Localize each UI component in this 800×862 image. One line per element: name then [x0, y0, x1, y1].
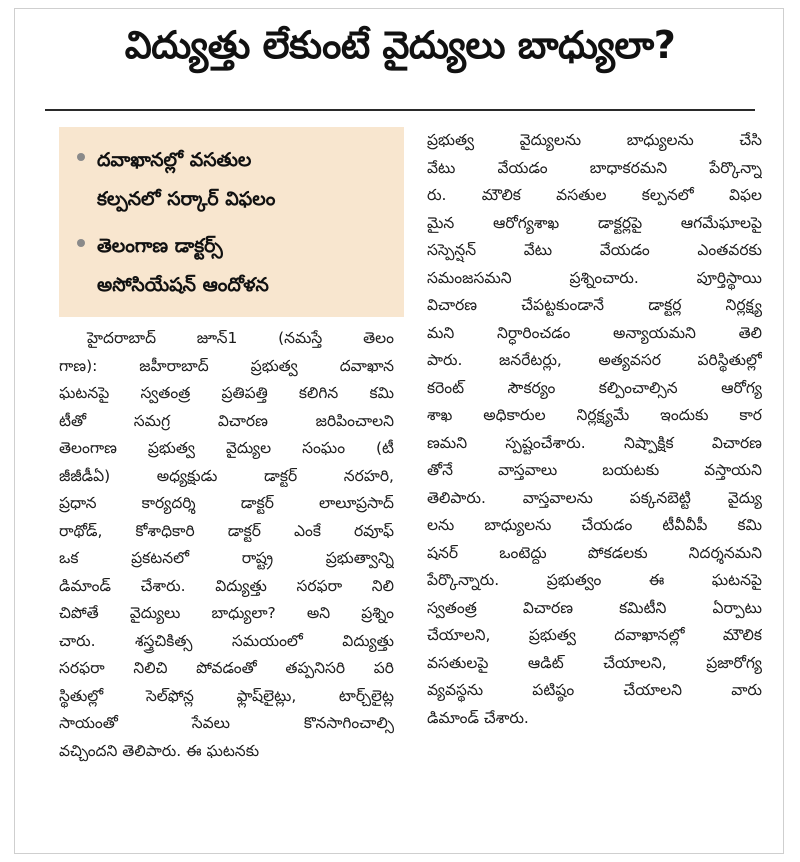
- body-line: చిపోతే వైద్యులు బాధ్యులా? అని ప్రశ్నిం: [59, 604, 394, 622]
- body-line: హైదరాబాద్ జూన్1 (నమస్తే తెలం: [87, 329, 394, 347]
- body-line: విచారణ చేపట్టకుండానే డాక్టర్ల నిర్లక్ష్య: [427, 296, 762, 314]
- body-line: పేర్కొన్నారు. ప్రభుత్వం ఈ ఘటనపై: [427, 571, 762, 589]
- highlight-line: తెలంగాణ డాక్టర్స్: [97, 235, 223, 257]
- body-line: శాఖ అధికారుల నిర్లక్ష్యమే ఇందుకు కార: [427, 406, 762, 424]
- highlight-item: [77, 227, 388, 305]
- body-line: మని నిర్ధారించడం అన్యాయమని తెలి: [427, 323, 762, 342]
- body-line: స్థితుల్లో సెల్‌ఫోన్ల ఫ్లాష్‌లైట్లు, టార్చ్‌లైట్ల: [59, 686, 394, 705]
- body-line: వేటు వేయడం బాధాకరమని పేర్కొన్నా: [427, 158, 762, 177]
- body-line: చారు. శస్త్రచికిత్స సమయంలో విద్యుత్తు: [59, 631, 394, 650]
- bullet-icon: [77, 153, 85, 161]
- body-line: వసతులపై ఆడిట్ చేయాలని, ప్రజారోగ్య: [427, 653, 762, 672]
- body-line: ప్రభుత్వ వైద్యులను బాధ్యులను చేసి: [427, 131, 762, 149]
- body-line: తోనే వాస్తవాలు బయటకు వస్తాయని: [427, 461, 762, 479]
- body-line: జీజీడీఏ) అధ్యక్షుడు డాక్టర్ నరహరి,: [59, 466, 394, 485]
- body-line: ఘటనపై స్వతంత్ర ప్రతిపత్తి కలిగిన కమి: [59, 384, 394, 402]
- highlights-box: [59, 127, 404, 317]
- body-line: షనర్ ఒంటెద్దు పోకడలకు నిదర్శనమని: [427, 543, 762, 562]
- body-line: స్వతంత్ర విచారణ కమిటీని ఏర్పాటు: [427, 598, 762, 617]
- body-line: తెలంగాణ ప్రభుత్వ వైద్యుల సంఘం (టీ: [59, 439, 394, 457]
- body-line: మైన ఆరోగ్యశాఖ డాక్టర్లపై ఆగమేఘాలపై: [427, 213, 762, 232]
- body-line: డిమాండ్ చేశారు.: [427, 708, 529, 727]
- body-line: టీతో సమగ్ర విచారణ జరిపించాలని: [59, 411, 394, 430]
- body-line: సమంజసమని ప్రశ్నించారు. పూర్తిస్థాయి: [427, 268, 762, 287]
- body-line: సాయంతో సేవలు కొనసాగించాల్సి: [59, 714, 394, 732]
- highlight-line: కల్పనలో సర్కార్ విఫలం: [97, 188, 276, 210]
- bullet-icon: [77, 239, 85, 247]
- body-line: కరెంట్ సౌకర్యం కల్పించాల్సిన ఆరోగ్య: [427, 378, 762, 397]
- body-line: పారు. జనరేటర్లు, అత్యవసర పరిస్థితుల్లో: [427, 351, 762, 369]
- highlight-line: దవాఖానల్లో వసతుల: [97, 149, 252, 171]
- body-line: తెలిపారు. వాస్తవాలను పక్కనబెట్టి వైద్యు: [427, 488, 762, 507]
- body-line: ప్రధాన కార్యదర్శి డాక్టర్ లాలూప్రసాద్: [59, 494, 394, 512]
- body-column-left: [59, 325, 394, 765]
- body-line: రాథోడ్, కోశాధికారి డాక్టర్ ఎంకే రవూఫ్: [59, 521, 394, 540]
- highlight-line: అసోసియేషన్ ఆందోళన: [97, 274, 269, 296]
- body-line: రు. మౌలిక వసతుల కల్పనలో విఫల: [427, 186, 762, 204]
- body-line: డిమాండ్ చేశారు. విద్యుత్తు సరఫరా నిలి: [59, 576, 394, 595]
- body-line: గాణ): జహీరాబాద్ ప్రభుత్వ దవాఖాన: [59, 356, 394, 375]
- body-column-right: [427, 127, 762, 732]
- body-line: వ్యవస్థను పటిష్ఠం చేయాలని వారు: [427, 681, 762, 699]
- body-line: ణమని స్పష్టంచేశారు. నిష్పాక్షిక విచారణ: [427, 433, 762, 452]
- body-line: వచ్చిందని తెలిపారు. ఈ ఘటనకు: [59, 741, 260, 760]
- body-line: ఒక ప్రకటనలో రాష్ట్ర ప్రభుత్వాన్ని: [59, 549, 394, 567]
- body-line: చేయాలని, ప్రభుత్వ దవాఖానల్లో మౌలిక: [427, 626, 762, 644]
- headline-divider: [45, 109, 755, 111]
- highlight-item: [77, 141, 388, 219]
- body-line: సస్పెన్షన్ వేటు వేయడం ఎంతవరకు: [427, 241, 762, 259]
- body-line: లను బాధ్యులను చేయడం టీవీవీపీ కమి: [427, 516, 762, 534]
- news-clipping: [14, 8, 784, 854]
- headline: విద్యుత్తు లేకుంటే వైద్యులు బాధ్యులా?: [124, 23, 676, 67]
- body-line: సరఫరా నిలిచి పోవడంతో తప్పనిసరి పరి: [59, 659, 394, 677]
